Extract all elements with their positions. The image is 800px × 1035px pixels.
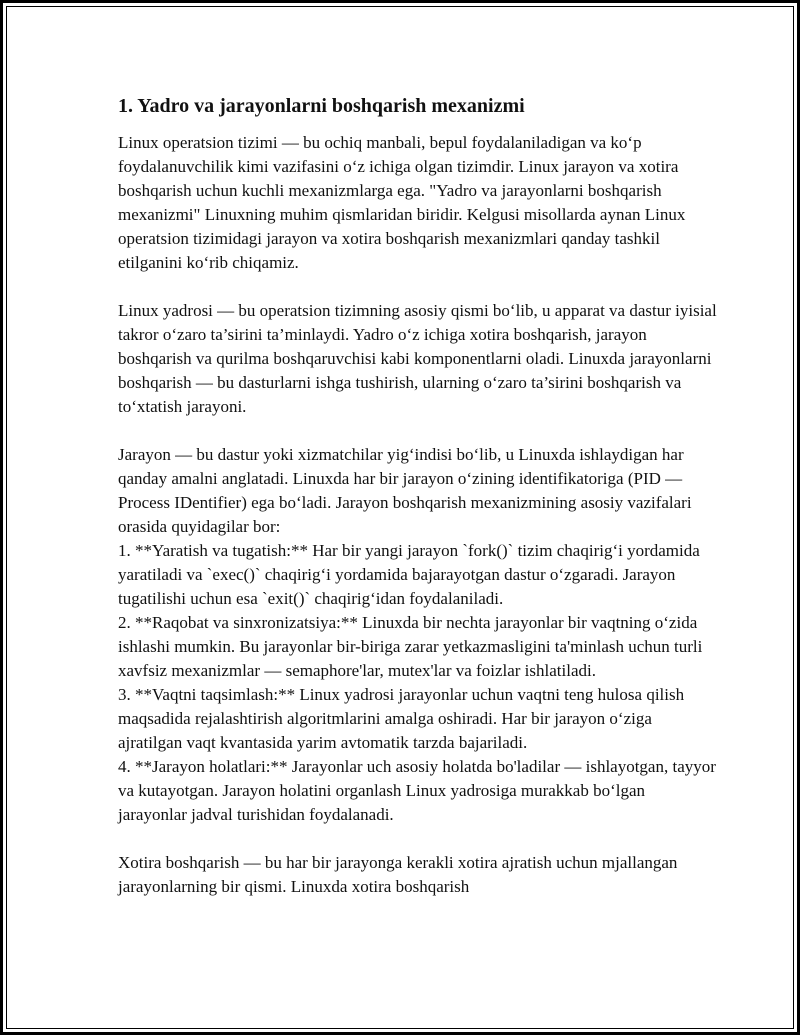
paragraph-memory: Xotira boshqarish — bu har bir jarayonga kerakli xotira ajratish uchun mjallangan jarayonlarning bir qismi. Linuxda xotira boshqarish <box>118 853 678 896</box>
process-tasks-list <box>118 539 718 827</box>
paragraph-linux-kernel: Linux yadrosi — bu operatsion tizimning asosiy qismi bo‘lib, u apparat va dastur iyisial takror o‘zaro ta’sirini ta’minlaydi. Yadro o‘z ichiga xotira boshqarish, jarayon boshqarish va qurilma boshqaruvchisi kabi komponentlarni oladi. Linuxda jarayonlarni boshqarish — bu dasturlarni ishga tushirish, ularning o‘zaro ta’sirini boshqarish va to‘xtatish jarayoni. <box>118 301 717 416</box>
paragraph-process: Jarayon — bu dastur yoki xizmatchilar yig‘indisi bo‘lib, u Linuxda ishlaydigan har qanday amalni anglatadi. Linuxda har bir jarayon o‘zining identifikatoriga (PID — Process IDentifier) ega bo‘ladi. Jarayon boshqarish mexanizmining asosiy vazifalari orasida quyidagilar bor: <box>118 445 692 536</box>
list-item-states: 4. **Jarayon holatlari:** Jarayonlar uch asosiy holatda bo'ladilar — ishlayotgan, tayyor va kutayotgan. Jarayon holatini organlash Linux yadrosiga murakkab bo‘lgan jarayonlar jadval turishidan foydalanadi. <box>118 757 716 824</box>
list-item-creation: 1. **Yaratish va tugatish:** Har bir yangi jarayon `fork()` tizim chaqirig‘i yordamida yaratiladi va `exec()` chaqirig‘i yordamida bajarayotgan dastur o‘zgaradi. Jarayon tugatilishi uchun esa `exit()` chaqirig‘idan foydalaniladi. <box>118 541 700 608</box>
list-item-scheduling: 3. **Vaqtni taqsimlash:** Linux yadrosi jarayonlar uchun vaqtni teng hulosa qilish maqsadida rejalashtirish algoritmlarini amalga oshiradi. Har bir jarayon o‘ziga ajratilgan vaqt kvantasida yarim avtomatik tarzda bajariladi. <box>118 685 685 752</box>
document-body <box>118 93 718 923</box>
list-item-synchronization: 2. **Raqobat va sinxronizatsiya:** Linuxda bir nechta jarayonlar bir vaqtning o‘zida ishlashi mumkin. Bu jarayonlar bir-biriga zarar yetkazmasligini ta'minlash uchun turli xavfsiz mexanizmlar — semaphore'lar, mutex'lar va foizlar ishlatiladi. <box>118 613 703 680</box>
section-heading: 1. Yadro va jarayonlarni boshqarish mexanizmi <box>118 95 525 117</box>
paragraph-intro-linux: Linux operatsion tizimi — bu ochiq manbali, bepul foydalaniladigan va ko‘p foydalanuvchilik kimi vazifasini o‘z ichiga olgan tizimdir. Linux jarayon va xotira boshqarish uchun kuchli mexanizmlarga ega. "Yadro va jarayonlarni boshqarish mexanizmi" Linuxning muhim qismlaridan biridir. Kelgusi misollarda aynan Linux operatsion tizimidagi jarayon va xotira boshqarish mexanizmlari qanday tashkil etilganini ko‘rib chiqamiz. <box>118 133 686 272</box>
